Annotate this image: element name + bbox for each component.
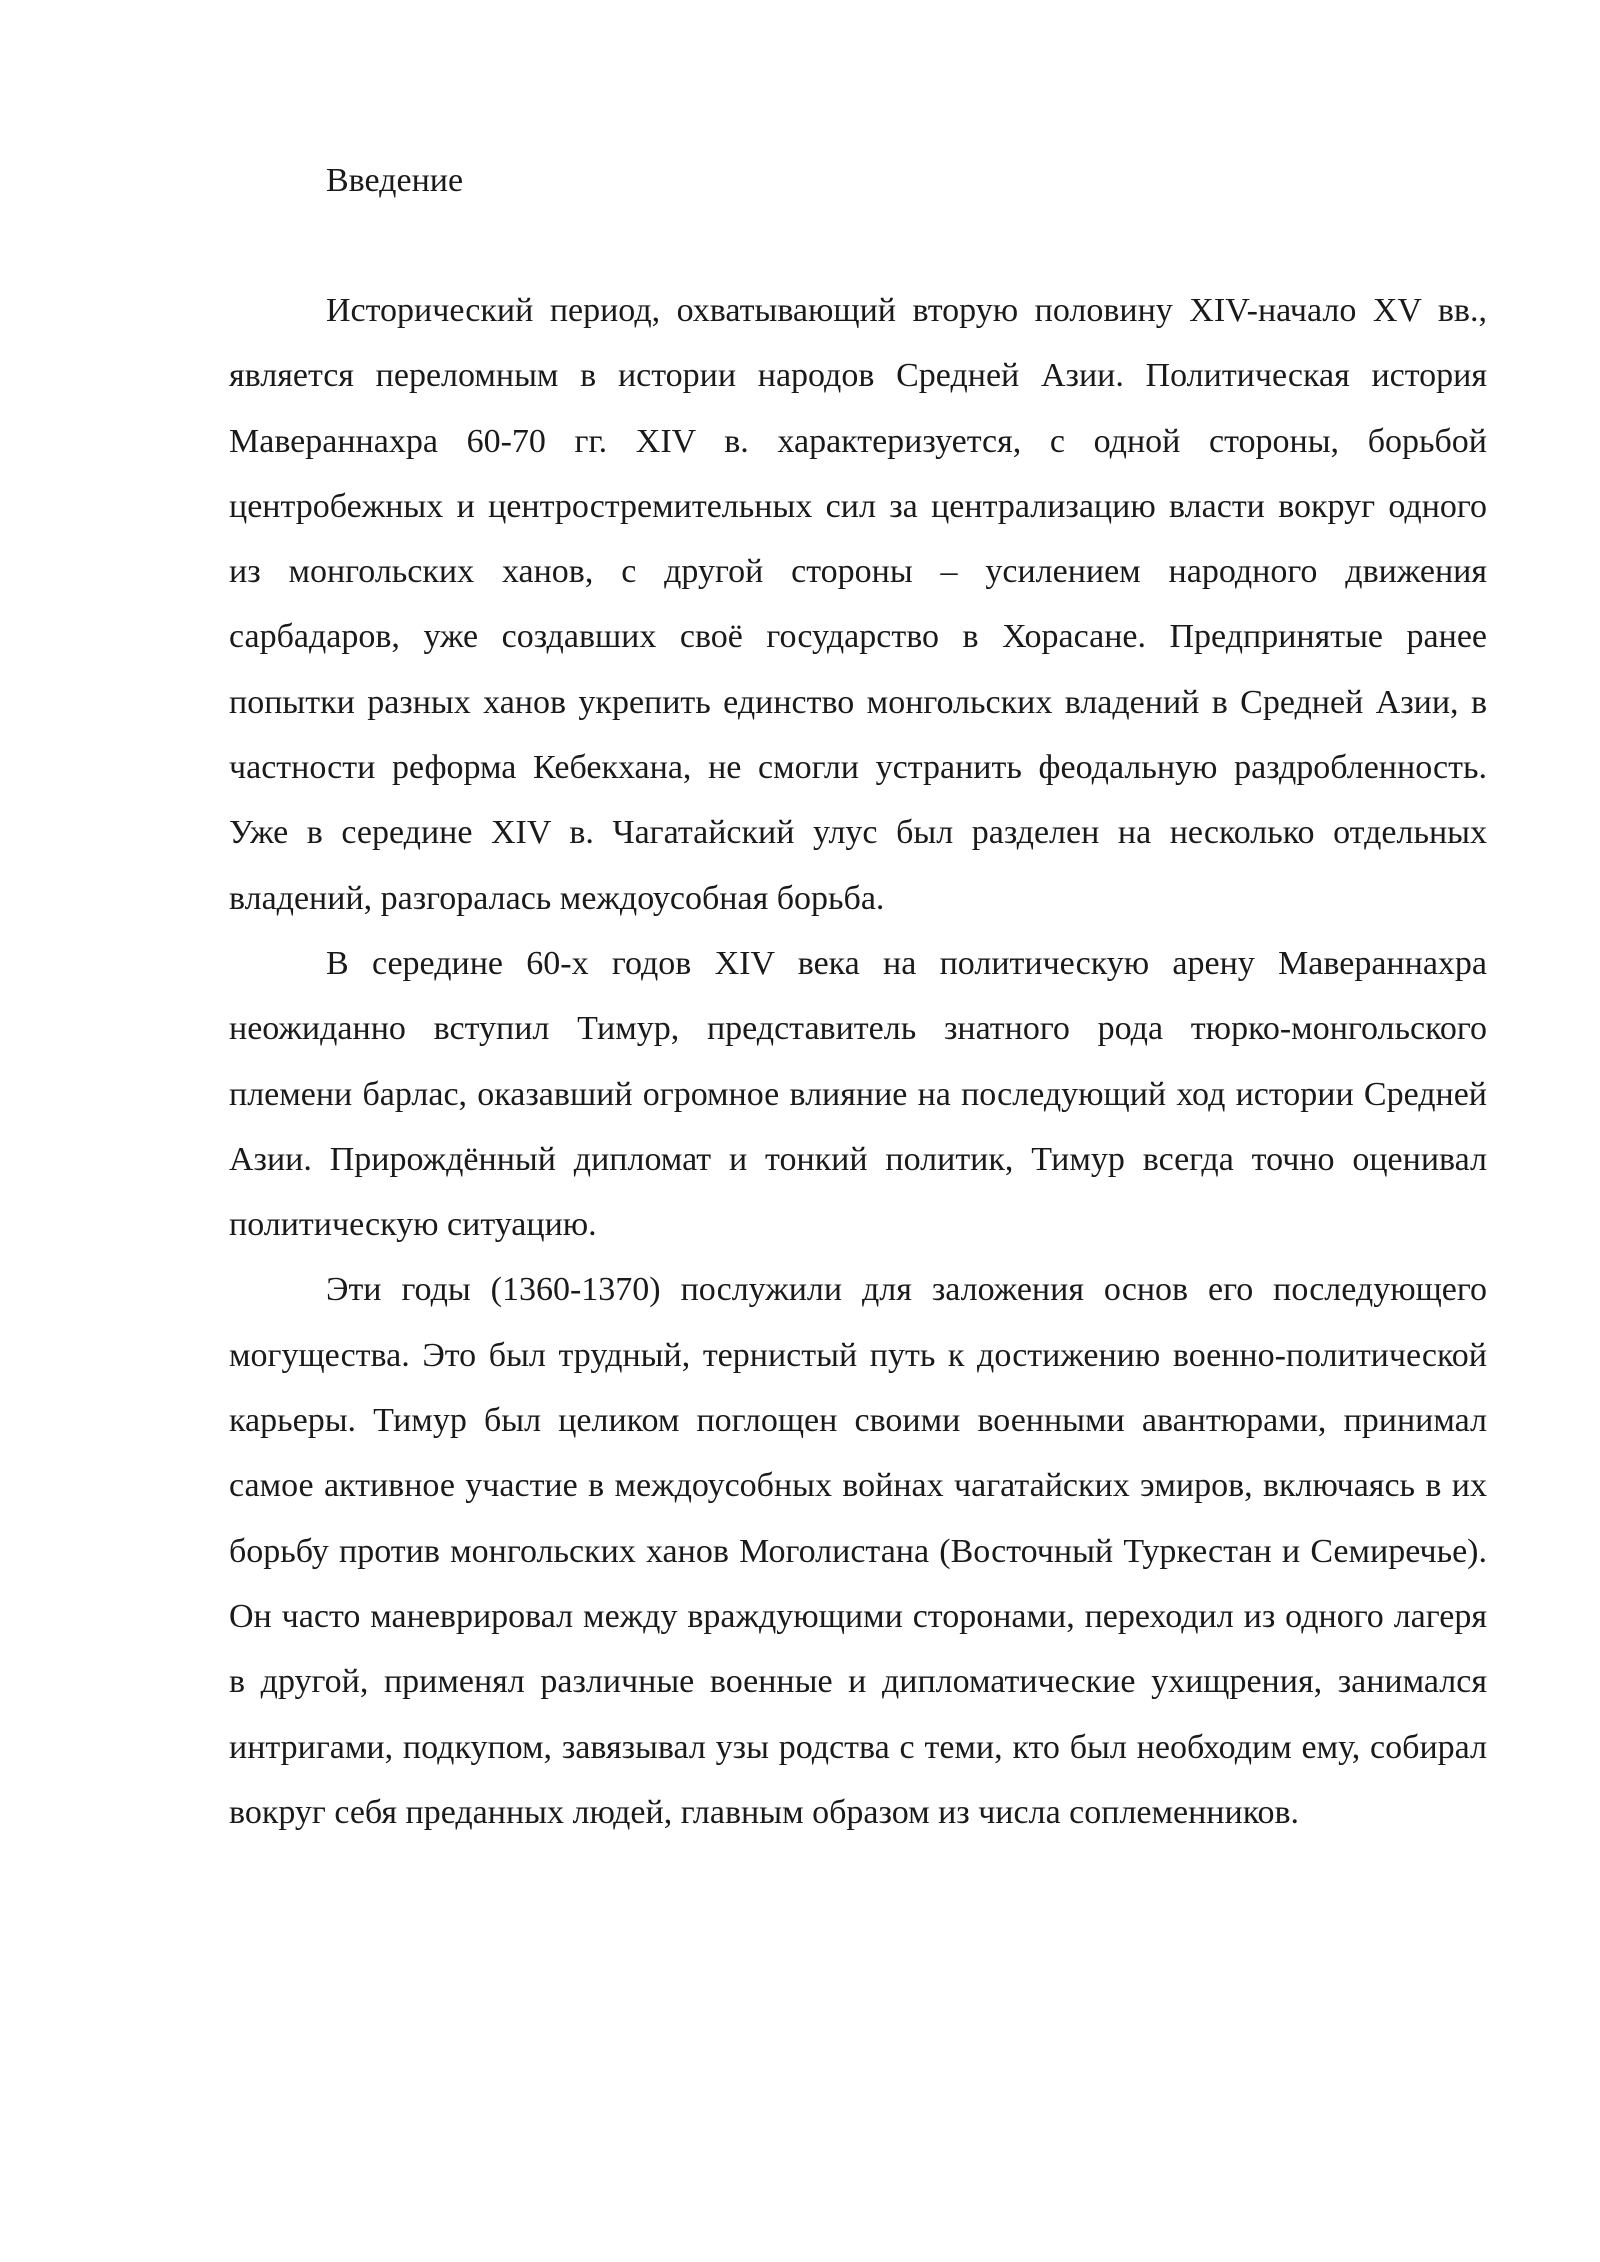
heading-spacer	[229, 213, 1487, 278]
section-heading: Введение	[326, 162, 464, 199]
paragraph-1: Исторический период, охватывающий вторую половину XIV-начало XV вв., является переломным в истории народов Средней Азии. Политическая история Мавераннахра 60-70 гг. XIV в. характеризуется, с одной стороны, борьбой центробежных и центростремительных сил за централизацию власти вокруг одного из монгольских ханов, с другой стороны – усилением народного движения сарбадаров, уже создавших своё государство в Хорасане. Предпринятые ранее попытки разных ханов укрепить единство монгольских владений в Средней Азии, в частности реформа Кебекхана, не смогли устранить феодальную раздробленность. Уже в середине XIV в. Чагатайский улус был разделен на несколько отдельных владений, разгоралась междоусобная борьба.	[229, 292, 1487, 917]
paragraph-2: В середине 60-х годов XIV века на политическую арену Мавераннахра неожиданно вступил Тимур, представитель знатного рода тюрко-монгольского племени барлас, оказавший огромное влияние на последующий ход истории Средней Азии. Прирождённый дипломат и тонкий политик, Тимур всегда точно оценивал политическую ситуацию.	[229, 944, 1487, 1244]
paragraph-3: Эти годы (1360-1370) послужили для заложения основ его последующего могущества. Это был трудный, тернистый путь к достижению военно-политической карьеры. Тимур был целиком поглощен своими военными авантюрами, принимал самое активное участие в междоусобных войнах чагатайских эмиров, включаясь в их борьбу против монгольских ханов Моголистана (Восточный Туркестан и Семиречье). Он часто маневрировал между враждующими сторонами, переходил из одного лагеря в другой, применял различные военные и дипломатические ухищрения, занимался интригами, подкупом, завязывал узы родства с теми, кто был необходим ему, собирал вокруг себя преданных людей, главным образом из числа соплеменников.	[229, 1271, 1487, 1831]
document-body	[229, 148, 1487, 1845]
